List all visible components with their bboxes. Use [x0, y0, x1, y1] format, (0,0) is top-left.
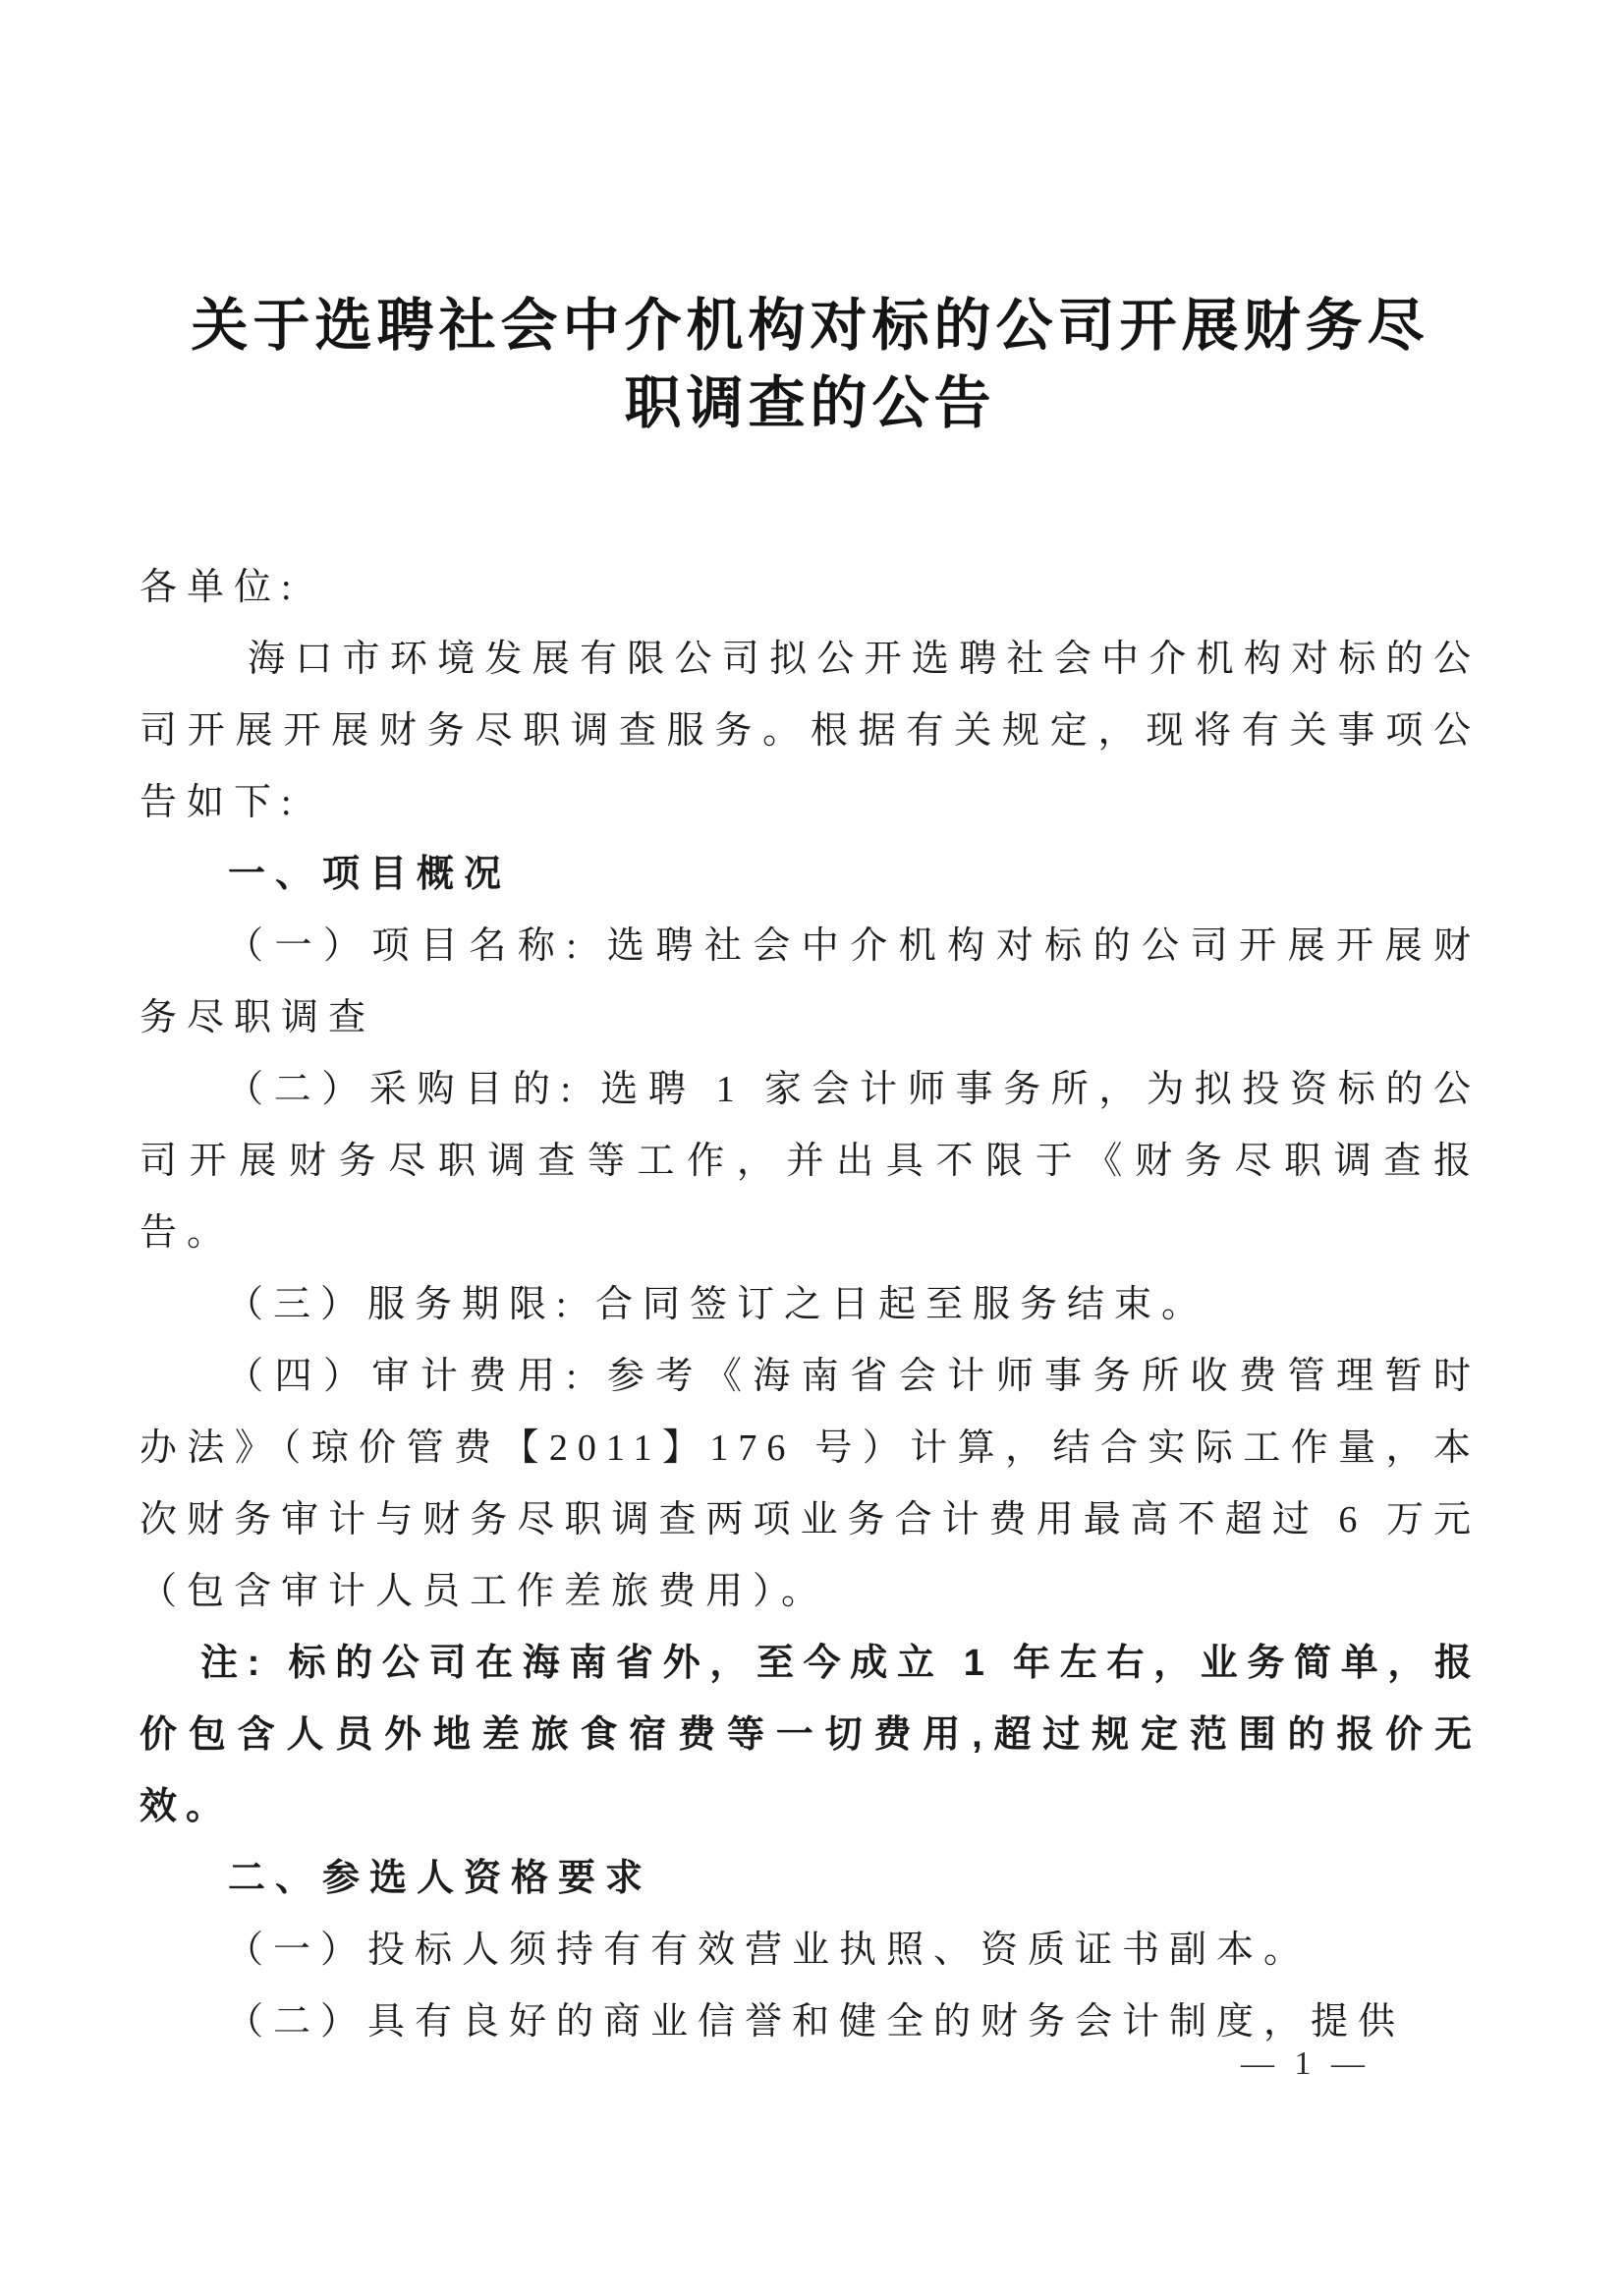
page-number: — 1 —	[1241, 2045, 1371, 2082]
title-line-2: 职调查的公告	[624, 371, 996, 435]
salutation: 各单位:	[140, 567, 302, 608]
section-1-item-1: （一）项目名称: 选聘社会中介机构对标的公司开展开展财务尽职调查	[140, 925, 1481, 1038]
section-1-item-4: （四）审计费用: 参考《海南省会计师事务所收费管理暂时办法》（琼价管费【2011】176 号）计算，结合实际工作量，本次财务审计与财务尽职调查两项业务合计费用最高不超过 6 万元（包含审计人员工作差旅费用）。	[140, 1356, 1481, 1612]
section-1-heading: 一、项目概况	[228, 854, 512, 895]
document-body	[140, 552, 1481, 2058]
section-1-item-2: （二）采购目的: 选聘 1 家会计师事务所，为拟投资标的公司开展财务尽职调查等工作，并出具不限于《财务尽职调查报告。	[140, 1069, 1481, 1254]
title-line-1: 关于选聘社会中介机构对标的公司开展财务尽	[191, 294, 1429, 358]
section-2-item-1: （一）投标人须持有有效营业执照、资质证书副本。	[226, 1930, 1312, 1971]
intro-paragraph: 海口市环境发展有限公司拟公开选聘社会中介机构对标的公司开展开展财务尽职调查服务。根据有关规定，现将有关事项公告如下:	[140, 639, 1481, 823]
section-2-item-2: （二）具有良好的商业信誉和健全的财务会计制度，提供	[226, 2001, 1406, 2043]
note-paragraph: 注: 标的公司在海南省外，至今成立 1 年左右，业务简单，报价包含人员外地差旅食宿费等一切费用,超过规定范围的报价无效。	[140, 1643, 1481, 1827]
document-title	[140, 287, 1481, 442]
section-2-heading: 二、参选人资格要求	[228, 1858, 653, 1899]
section-1-item-3: （三）服务期限: 合同签订之日起至服务结束。	[226, 1284, 1209, 1325]
